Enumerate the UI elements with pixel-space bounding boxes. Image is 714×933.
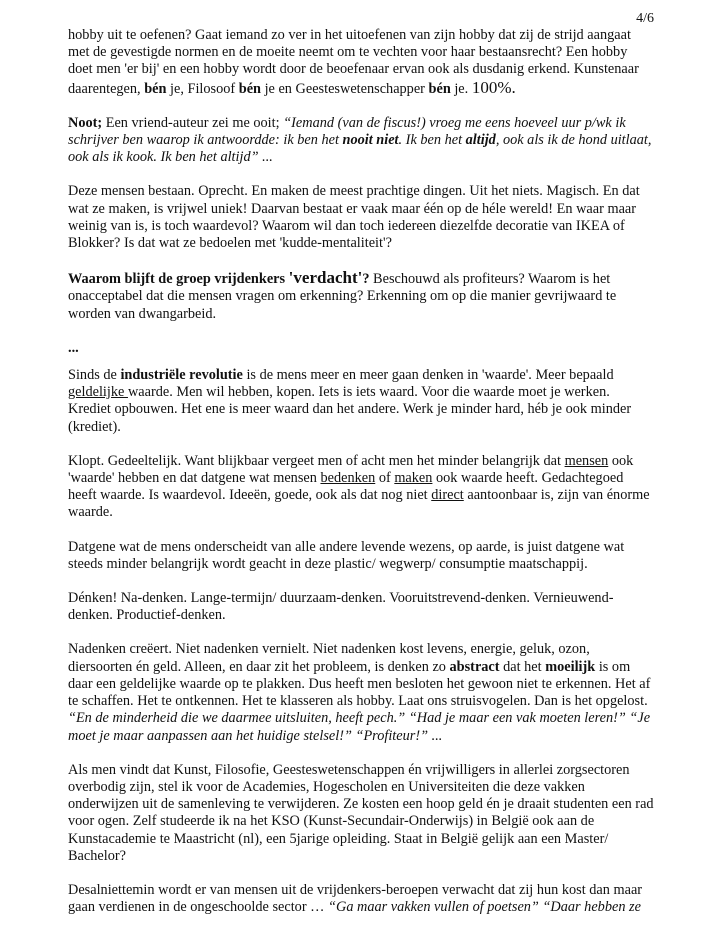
paragraph-desalniettemin [68,882,654,916]
bold-run: bén [428,80,451,97]
italic-run: “Iemand (van de fiscus!) vroeg me eens hoeveel uur p/wk ik schrijver ben waarop ik antwoordde: ik ben het [68,114,626,149]
text-run: Desalniettemin wordt er van mensen uit de vrijdenkers-beroepen verwacht dat zij hun kost dan maar gaan verdienen in de ongeschoolde sector … [68,881,643,916]
bold-run: bén [144,80,167,97]
bold-run: Noot; [68,114,103,131]
text-run: aantoonbaar is, zijn van énorme waarde. [68,487,650,521]
text-run: ook 'waarde' hebben en dat datgene wat mensen [68,452,634,487]
bold-italic-run: nooit niet [342,132,399,149]
bold-run: bén [238,80,261,97]
large-run: 100%. [471,77,516,97]
text-run: is om daar een geldelijke waarde op te plakken. Dus heeft men besloten het gewoon niet te erkennen. Het af te schaffen. Het te ontkennen. Het te klasseren als hobby. Laat ons struisvogelen. Dan is het opgelost. [68,658,651,710]
paragraph-waarom [68,269,654,323]
paragraph-nadenken [68,641,654,744]
text-run: Nadenken creëert. Niet nadenken vernielt. Niet nadenken kost levens, energie, geluk, ozon, diersoorten én geld. Alleen, en daar zit het probleem, is denken zo [68,641,590,675]
underline-run: direct [431,487,464,504]
text-run: of [375,470,395,487]
paragraph-datgene: Datgene wat de mens onderscheidt van alle andere levende wezens, op aarde, is juist datgene wat steeds minder belangrijk wordt geacht in deze plastic/ wegwerp/ consumptie maatschappij. [68,538,625,572]
paragraph-hobby [68,27,654,98]
text-run: je, Filosoof [166,80,239,97]
bold-run: abstract [449,658,500,675]
text-run: waarde. Men wil hebben, kopen. Iets is iets waard. Voor die waarde moet je werken. Krediet opbouwen. Het ene is meer waard dan het andere. Werk je minder hard, héb je ook minder (krediet). [68,384,632,435]
italic-run: . Ik ben het [398,132,466,149]
paragraph-klopt [68,453,654,522]
text-run: is de mens meer en meer gaan denken in 'waarde'. Meer bepaald [242,367,614,384]
bold-run: Waarom blijft de groep vrijdenkers [68,271,289,288]
bold-run: industriële revolutie [120,367,243,384]
text-run: dat het [499,658,546,675]
text-run: ook waarde heeft. Gedachtegoed heeft waarde. Is waardevol. Ideeën, goede, ook als dat nog niet [68,470,624,504]
page-number: 4/6 [636,11,654,26]
paragraph-als-men: Als men vindt dat Kunst, Filosofie, Geesteswetenschappen én vrijwilligers in allerlei zorgsectoren overbodig zijn, stel ik voor de Academies, Hogescholen en Universiteiten die deze vakken onderwijzen uit de samenleving te verwijderen. Ze kosten een hoop geld én je draait studenten een rad voor ogen. Zelf studeerde ik na het KSO (Kunst-Secundair-Onderwijs) in België ook aan de Kunstacademie te Maastricht (nl), een 5jarige opleiding. Staat in België gelijk aan een Master/ Bachelor? [68,761,654,864]
paragraph-deze-mensen: Deze mensen bestaan. Oprecht. En maken de meest prachtige dingen. Uit het niets. Magisch. En dat wat ze maken, is vrijwel uniek! Daarvan bestaat er vaak maar één op de héle wereld! En waar maar weinig van is, is toch waardevol? Waarom wil dan toch iedereen diezelfde decoratie van IKEA of Blokker? Is dat wat ze bedoelen met 'kudde-mentaliteit'? [68,183,640,252]
bold-large-run: 'verdacht' [288,268,363,288]
bold-italic-run: altijd [465,132,496,149]
paragraph-industriele-revolutie [68,367,654,436]
text-run: je en Geesteswetenschapper [261,80,429,97]
italic-run: , ook als ik de hond uitlaat, ook als ik kook. Ik ben het altijd” ... [68,132,652,166]
text-run: Beschouwd als profiteurs? Waarom is het onacceptabel dat die mensen vragen om erkenning? Erkenning om op die manier gevrijwaard te worden van dwangarbeid. [68,271,617,322]
underline-run: geldelijke [68,384,128,401]
italic-run: “Ga maar vakken vullen of poetsen” [328,899,539,916]
text-run: Sinds de [68,367,121,384]
italic-run: “Daar hebben ze [542,899,641,916]
document-body [68,27,654,933]
bold-run: moeilijk [545,658,596,675]
underline-run: mensen [564,452,609,469]
text-run: je. [450,80,472,97]
bold-run: ? [362,271,370,288]
paragraph-noot [68,115,654,167]
underline-run: bedenken [320,470,376,487]
bold-run: ... [68,339,79,356]
text-run: Een vriend-auteur zei me ooit; [102,114,284,131]
ellipsis-separator [68,340,654,357]
paragraph-denken: Dénken! Na-denken. Lange-termijn/ duurzaam-denken. Vooruitstrevend-denken. Vernieuwend-denken. Productief-denken. [68,590,614,624]
text-run: hobby uit te oefenen? Gaat iemand zo ver in het uitoefenen van zijn hobby dat zij de strijd aangaat met de gevestigde normen en de moeite neemt om te vechten voor haar bestaansrecht? Een hobby doet men 'er bij' en een hobby wordt door de beoefenaar ervan ook als dusdanig erkend. Kunstenaar daarentegen, [68,27,639,97]
italic-run: “En de minderheid die we daarmee uitsluiten, heeft pech.” “Had je maar een vak moeten leren!” “Je moet je maar aanpassen aan het huidige stelsel!” “Profiteur!” ... [68,710,651,744]
underline-run: maken [394,470,433,487]
text-run: Klopt. Gedeeltelijk. Want blijkbaar vergeet men of acht men het minder belangrijk dat [68,452,565,469]
